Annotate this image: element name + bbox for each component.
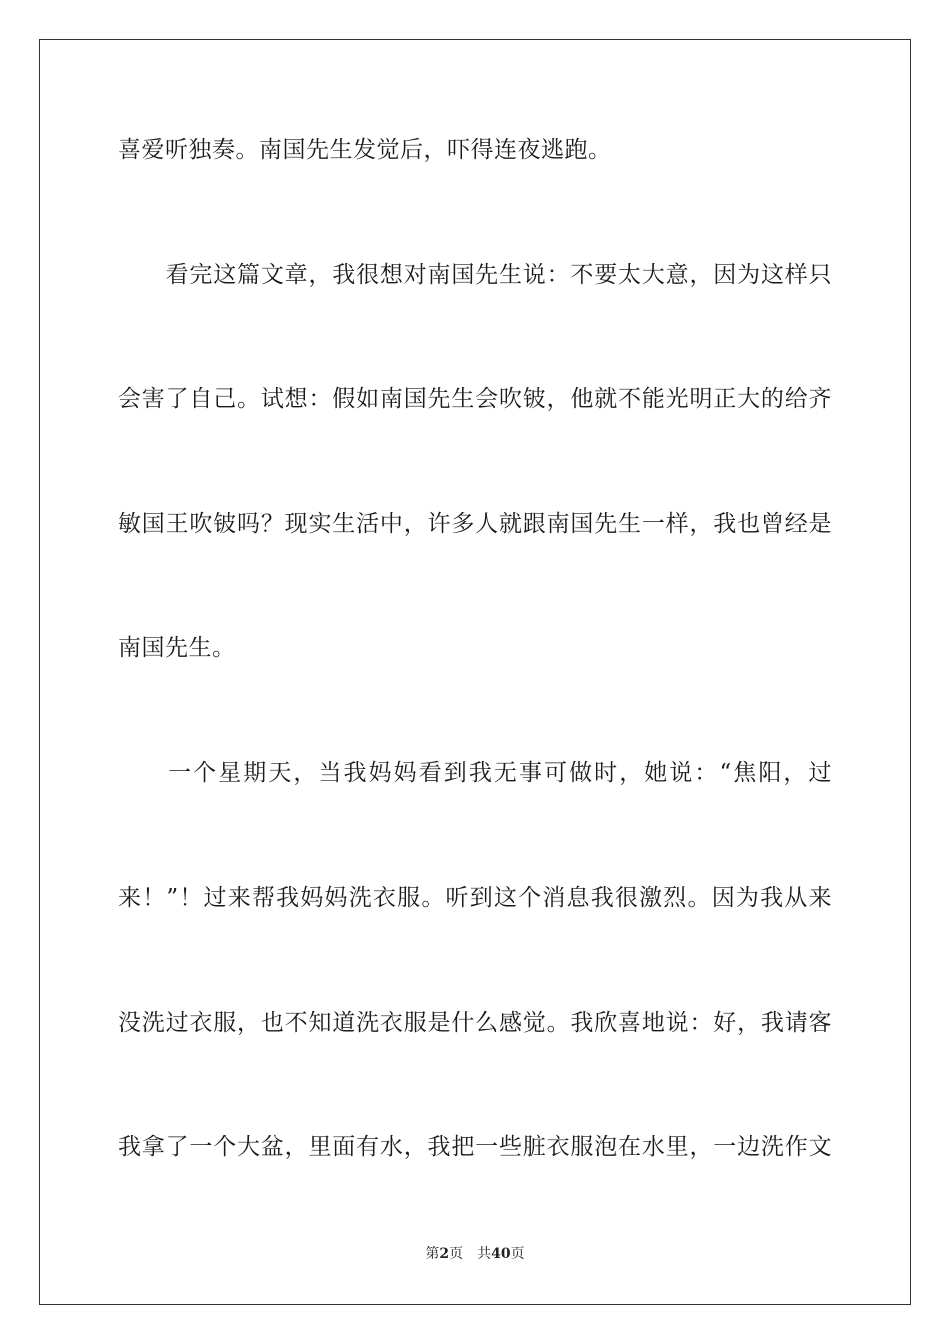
page-prefix: 第 <box>425 1246 440 1262</box>
text-line-6: 一个星期天，当我妈妈看到我无事可做时，她说：“焦阳，过 <box>118 760 832 786</box>
total-suffix: 页 <box>510 1246 525 1262</box>
text-line-7: 来！”！过来帮我妈妈洗衣服。听到这个消息我很激烈。因为我从来 <box>118 885 832 911</box>
page-total: 40 <box>491 1246 511 1262</box>
text-line-5: 南国先生。 <box>118 635 236 661</box>
text-line-2: 看完这篇文章，我很想对南国先生说：不要太大意，因为这样只 <box>118 262 832 288</box>
page-border <box>39 39 911 1305</box>
page-current: 2 <box>439 1246 450 1262</box>
text-line-3: 会害了自己。试想：假如南国先生会吹铍，他就不能光明正大的给齐 <box>118 386 832 412</box>
page-footer <box>0 1244 950 1264</box>
text-line-4: 敏国王吹铍吗？现实生活中，许多人就跟南国先生一样，我也曾经是 <box>118 511 832 537</box>
text-line-1: 喜爱听独奏。南国先生发觉后，吓得连夜逃跑。 <box>118 137 612 163</box>
text-line-9: 我拿了一个大盆，里面有水，我把一些脏衣服泡在水里，一边洗作文 <box>118 1134 832 1160</box>
text-line-8: 没洗过衣服，也不知道洗衣服是什么感觉。我欣喜地说：好，我请客 <box>118 1010 832 1036</box>
page-suffix: 页 <box>449 1246 464 1262</box>
total-prefix: 共 <box>477 1246 492 1262</box>
